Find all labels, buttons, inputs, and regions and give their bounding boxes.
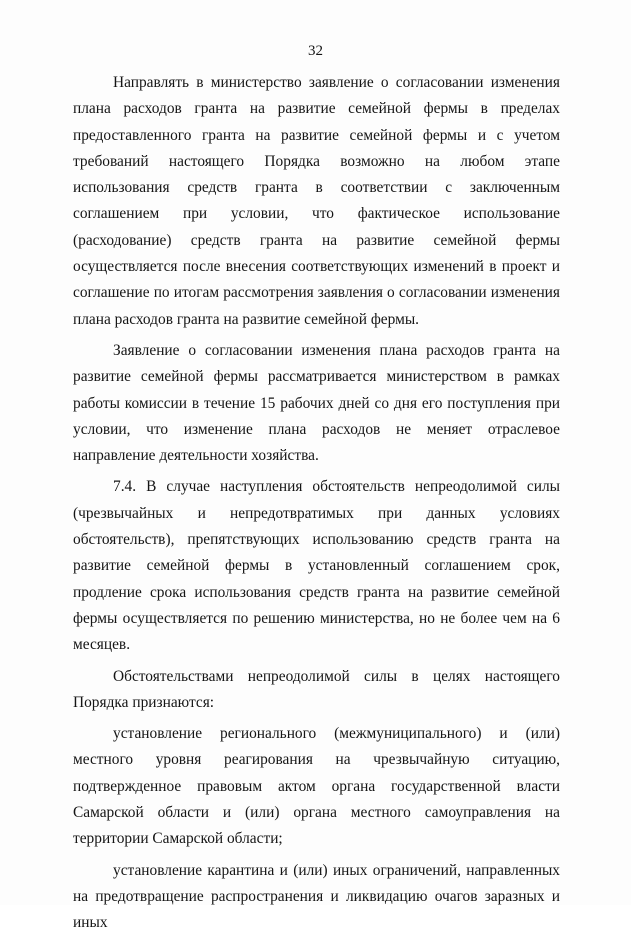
document-body [73,70,560,937]
paragraph-force-majeure-extension: 7.4. В случае наступления обстоятельств непреодолимой силы (чрезвычайных и непредотвратимых при данных условиях обстоятельств), препятствующих использованию средств гранта на развитие семейной фермы в установленный соглашением срок, продление срока использования средств гранта на развитие семейной фермы осуществляется по решению министерства, но не более чем на 6 месяцев. [73,478,560,654]
page-number: 32 [308,43,323,59]
paragraph-quarantine: установление карантина и (или) иных ограничений, направленных на предотвращение распространения и ликвидацию очагов заразных и иных [73,861,560,932]
paragraph-force-majeure-definition: Обстоятельствами непреодолимой силы в целях настоящего Порядка признаются: [73,667,560,711]
paragraph-emergency-response: установление регионального (межмуниципального) и (или) местного уровня реагирования на чрезвычайную ситуацию, подтвержденное правовым актом органа государственной власти Самарской области и (или) органа местного самоуправления на территории Самарской области; [73,725,560,848]
paragraph-grant-plan-change-request: Направлять в министерство заявление о согласовании изменения плана расходов гранта на развитие семейной фермы в пределах предоставленного гранта на развитие семейной фермы и с учетом требований настоящего Порядка возможно на любом этапе использования средств гранта в соответствии с заключенным соглашением при условии, что фактическое использование (расходование) средств гранта на развитие семейной фермы осуществляется после внесения соответствующих изменений в проект и соглашение по итогам рассмотрения заявления о согласовании изменения плана расходов гранта на развитие семейной фермы. [73,74,560,328]
paragraph-application-review: Заявление о согласовании изменения плана расходов гранта на развитие семейной фермы рассматривается министерством в рамках работы комиссии в течение 15 рабочих дней со дня его поступления при условии, что изменение плана расходов не меняет отраслевое направление деятельности хозяйства. [73,341,560,465]
